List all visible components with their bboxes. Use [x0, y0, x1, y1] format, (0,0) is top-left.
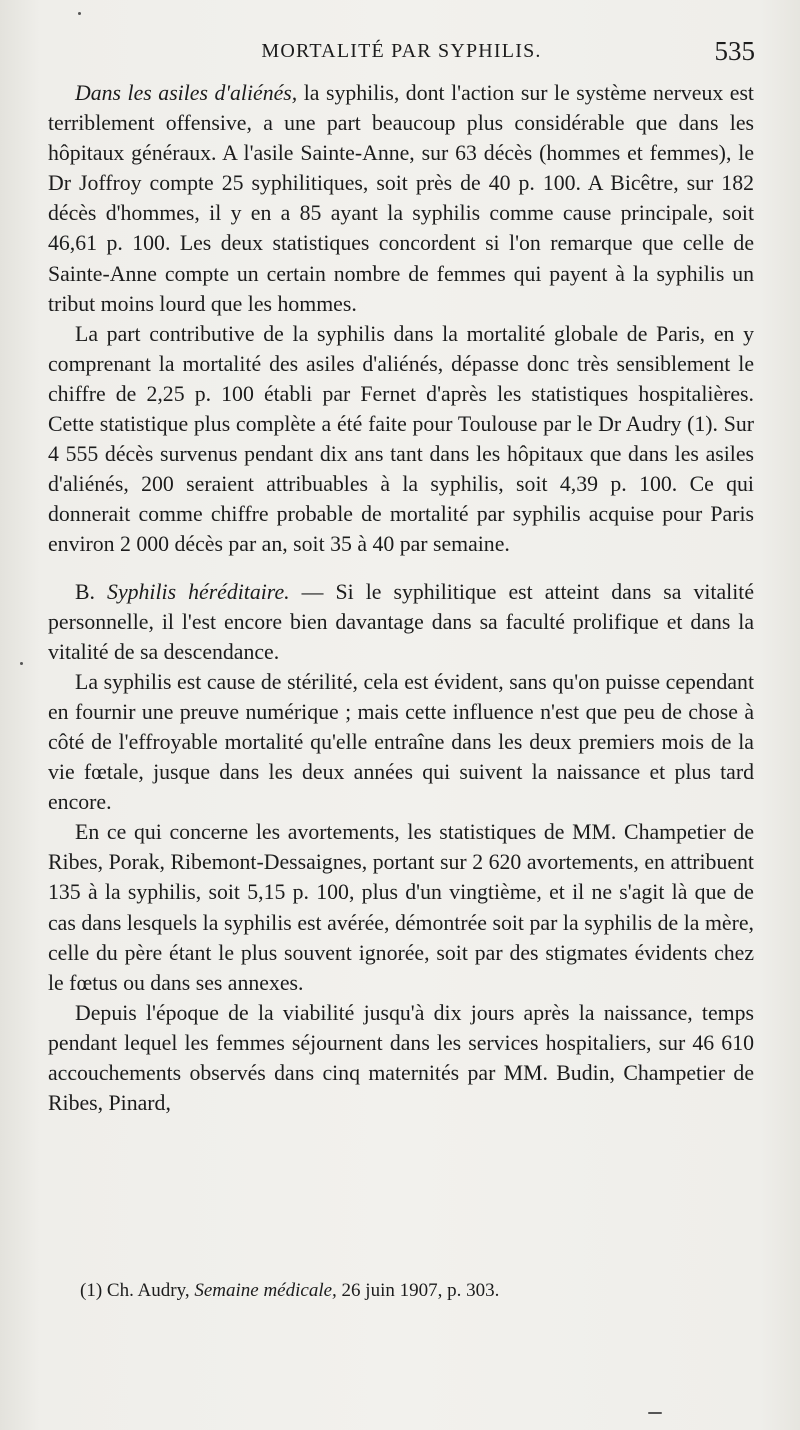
- paragraph-text: En ce qui concerne les avortements, les statistiques de MM. Champetier de Ribes, Porak, Ribemont-Dessaignes, portant sur 2 620 avortements, en attribuent 135 à la syphilis, soit 5,15 p. 100, plus d'un vingtième, et il ne s'agit là que de cas dans lesquels la syphilis est avérée, démontrée soit par la syphilis de la mère, celle du père étant le plus souvent ignorée, soit par des stigmates évidents chez le fœtus ou dans ses annexes.: [48, 820, 754, 995]
- footnote: [80, 1278, 760, 1304]
- paragraph-text: Depuis l'époque de la viabilité jusqu'à dix jours après la naissance, temps pendant lequel les femmes séjournent dans les services hospitaliers, sur 46 610 accouchements observés dans cinq maternités par MM. Budin, Champetier de Ribes, Pinard,: [48, 1000, 754, 1116]
- print-speck: [648, 1412, 662, 1414]
- paragraph-sterility: [48, 667, 754, 817]
- paragraph-text: — Si le syphilitique est atteint dans sa vitalité personnelle, il l'est encore bien davantage dans sa faculté prolifique et dans la vitalité de sa descendance.: [48, 579, 755, 664]
- paragraph-births: [48, 998, 754, 1118]
- paragraph-asylums: [48, 78, 754, 319]
- print-speck: [78, 12, 81, 15]
- footnote-journal: Semaine médicale,: [194, 1280, 337, 1301]
- running-title: MORTALITÉ PAR SYPHILIS.: [261, 40, 542, 62]
- section-heading: Syphilis héréditaire.: [107, 579, 290, 604]
- body-text: [48, 78, 754, 1118]
- footnote-text: 26 juin 1907, p. 303.: [336, 1280, 500, 1301]
- paragraph-abortions: [48, 817, 754, 998]
- paragraph-text: la syphilis, dont l'action sur le système nerveux est terriblement offensive, a une part beaucoup plus considérable que dans les hôpitaux généraux. A l'asile Sainte-Anne, sur 63 décès (hommes et femmes), le Dr Joffroy compte 25 syphilitiques, soit près de 40 p. 100. A Bicêtre, sur 182 décès d'hommes, il y en a 85 ayant la syphilis comme cause principale, soit 46,61 p. 100. Les deux statistiques concordent si l'on remarque que celle de Sainte-Anne compte un certain nombre de femmes qui payent à la syphilis un tribut moins lourd que les hommes.: [48, 81, 754, 316]
- paragraph-text: La part contributive de la syphilis dans la mortalité globale de Paris, en y comprenant la mortalité des asiles d'aliénés, dépasse donc très sensiblement le chiffre de 2,25 p. 100 établi par Fernet d'après les statistiques hospitalières. Cette statistique plus complète a été faite pour Toulouse par le Dr Audry (1). Sur 4 555 décès survenus pendant dix ans tant dans les hôpitaux que dans les asiles d'aliénés, 200 seraient attribuables à la syphilis, soit 4,39 p. 100. Ce qui donnerait comme chiffre probable de mortalité par syphilis acquise pour Paris environ 2 000 décès par an, soit 35 à 40 par semaine.: [48, 321, 754, 557]
- paragraph-paris-mortality: [48, 319, 754, 560]
- page-header: [48, 36, 755, 70]
- paragraph-lead-italic: Dans les asiles d'aliénés,: [75, 81, 298, 105]
- page-number: 535: [714, 36, 755, 66]
- section-letter: B.: [75, 579, 108, 604]
- footnote-marker: (1) Ch. Audry,: [80, 1280, 195, 1301]
- print-speck: [20, 662, 23, 665]
- paragraph-text: La syphilis est cause de stérilité, cela est évident, sans qu'on puisse cependant en fournir une preuve numérique ; mais cette influence n'est que peu de chose à côté de l'effroyable mortalité qu'elle entraîne dans les deux premiers mois de la vie fœtale, jusque dans les deux années qui suivent la naissance et plus tard encore.: [48, 669, 754, 815]
- paragraph-hereditary-syphilis: [48, 577, 754, 667]
